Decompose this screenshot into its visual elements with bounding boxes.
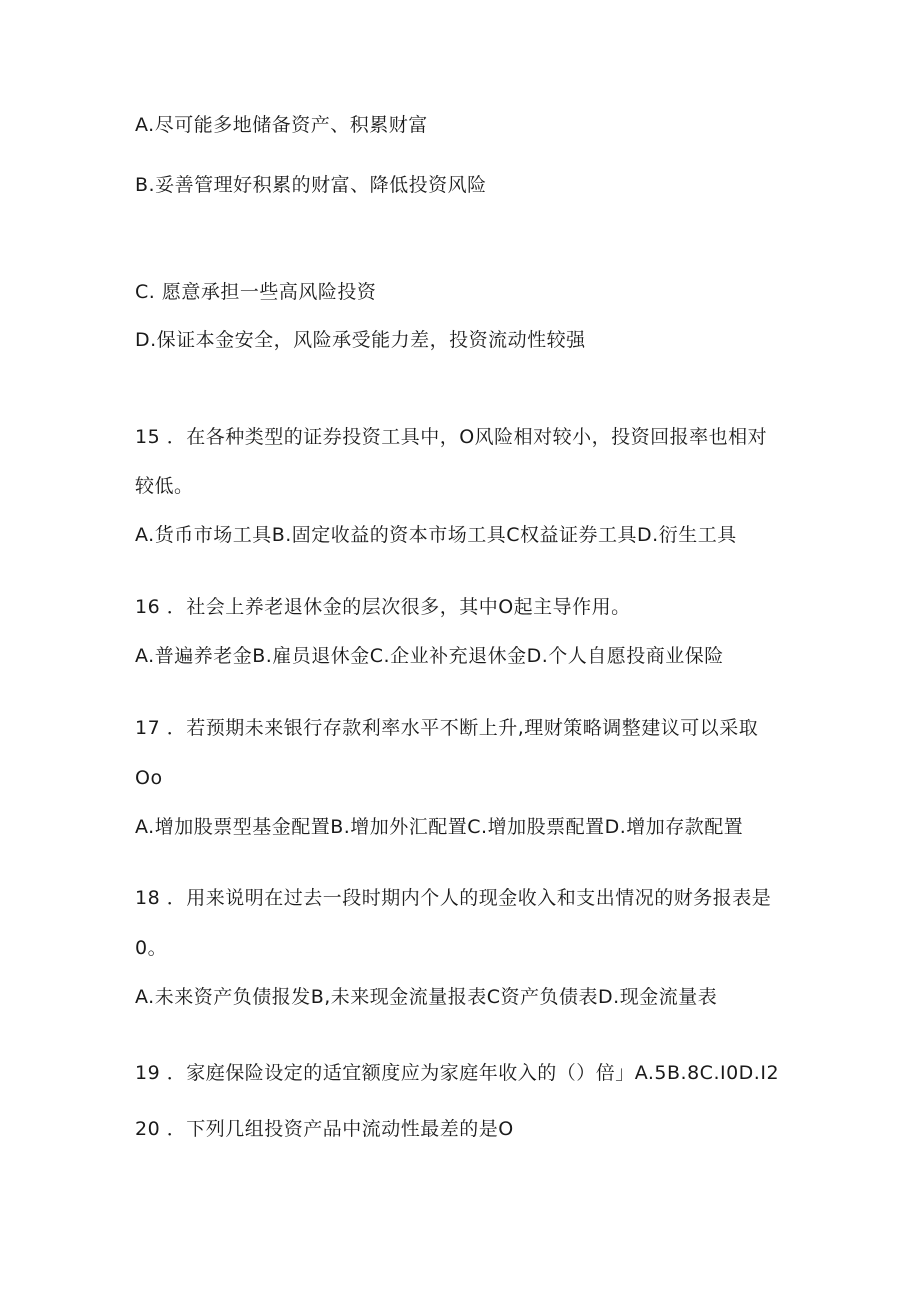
question-16-text: 16 ．社会上养老退休金的层次很多，其中O起主导作用。 [135, 596, 631, 618]
question-15-line-2: 较低。 [135, 475, 194, 497]
question-17-options: A.增加股票型基金配置B.增加外汇配置C.增加股票配置D.增加存款配置 [135, 816, 744, 838]
question-18-line-1: 18 ．用来说明在过去一段时期内个人的现金收入和支出情况的财务报表是 [135, 887, 772, 909]
option-c-text: C. 愿意承担一些高风险投资 [135, 281, 377, 303]
question-15-line-1: 15 ．在各种类型的证券投资工具中，O风险相对较小，投资回报率也相对 [135, 426, 768, 448]
option-a-text: A.尽可能多地储备资产、积累财富 [135, 114, 428, 136]
question-18-line-2: 0。 [135, 937, 168, 959]
option-b-text: B.妥善管理好积累的财富、降低投资风险 [135, 174, 487, 196]
question-18-options: A.未来资产负债报发B,未来现金流量报表C资产负债表D.现金流量表 [135, 986, 718, 1008]
question-19-text: 19 ．家庭保险设定的适宜额度应为家庭年收入的（）倍」A.5B.8C.I0D.I2 [135, 1062, 780, 1084]
question-15-options: A.货币市场工具B.固定收益的资本市场工具C权益证券工具D.衍生工具 [135, 524, 737, 546]
question-16-options: A.普遍养老金B.雇员退休金C.企业补充退休金D.个人自愿投商业保险 [135, 645, 724, 667]
question-20-text: 20 ．下列几组投资产品中流动性最差的是O [135, 1118, 514, 1140]
question-17-line-2: Oo [135, 767, 163, 789]
question-17-line-1: 17 ．若预期未来银行存款利率水平不断上升,理财策略调整建议可以采取 [135, 717, 759, 739]
option-d-text: D.保证本金安全，风险承受能力差，投资流动性较强 [135, 329, 586, 351]
